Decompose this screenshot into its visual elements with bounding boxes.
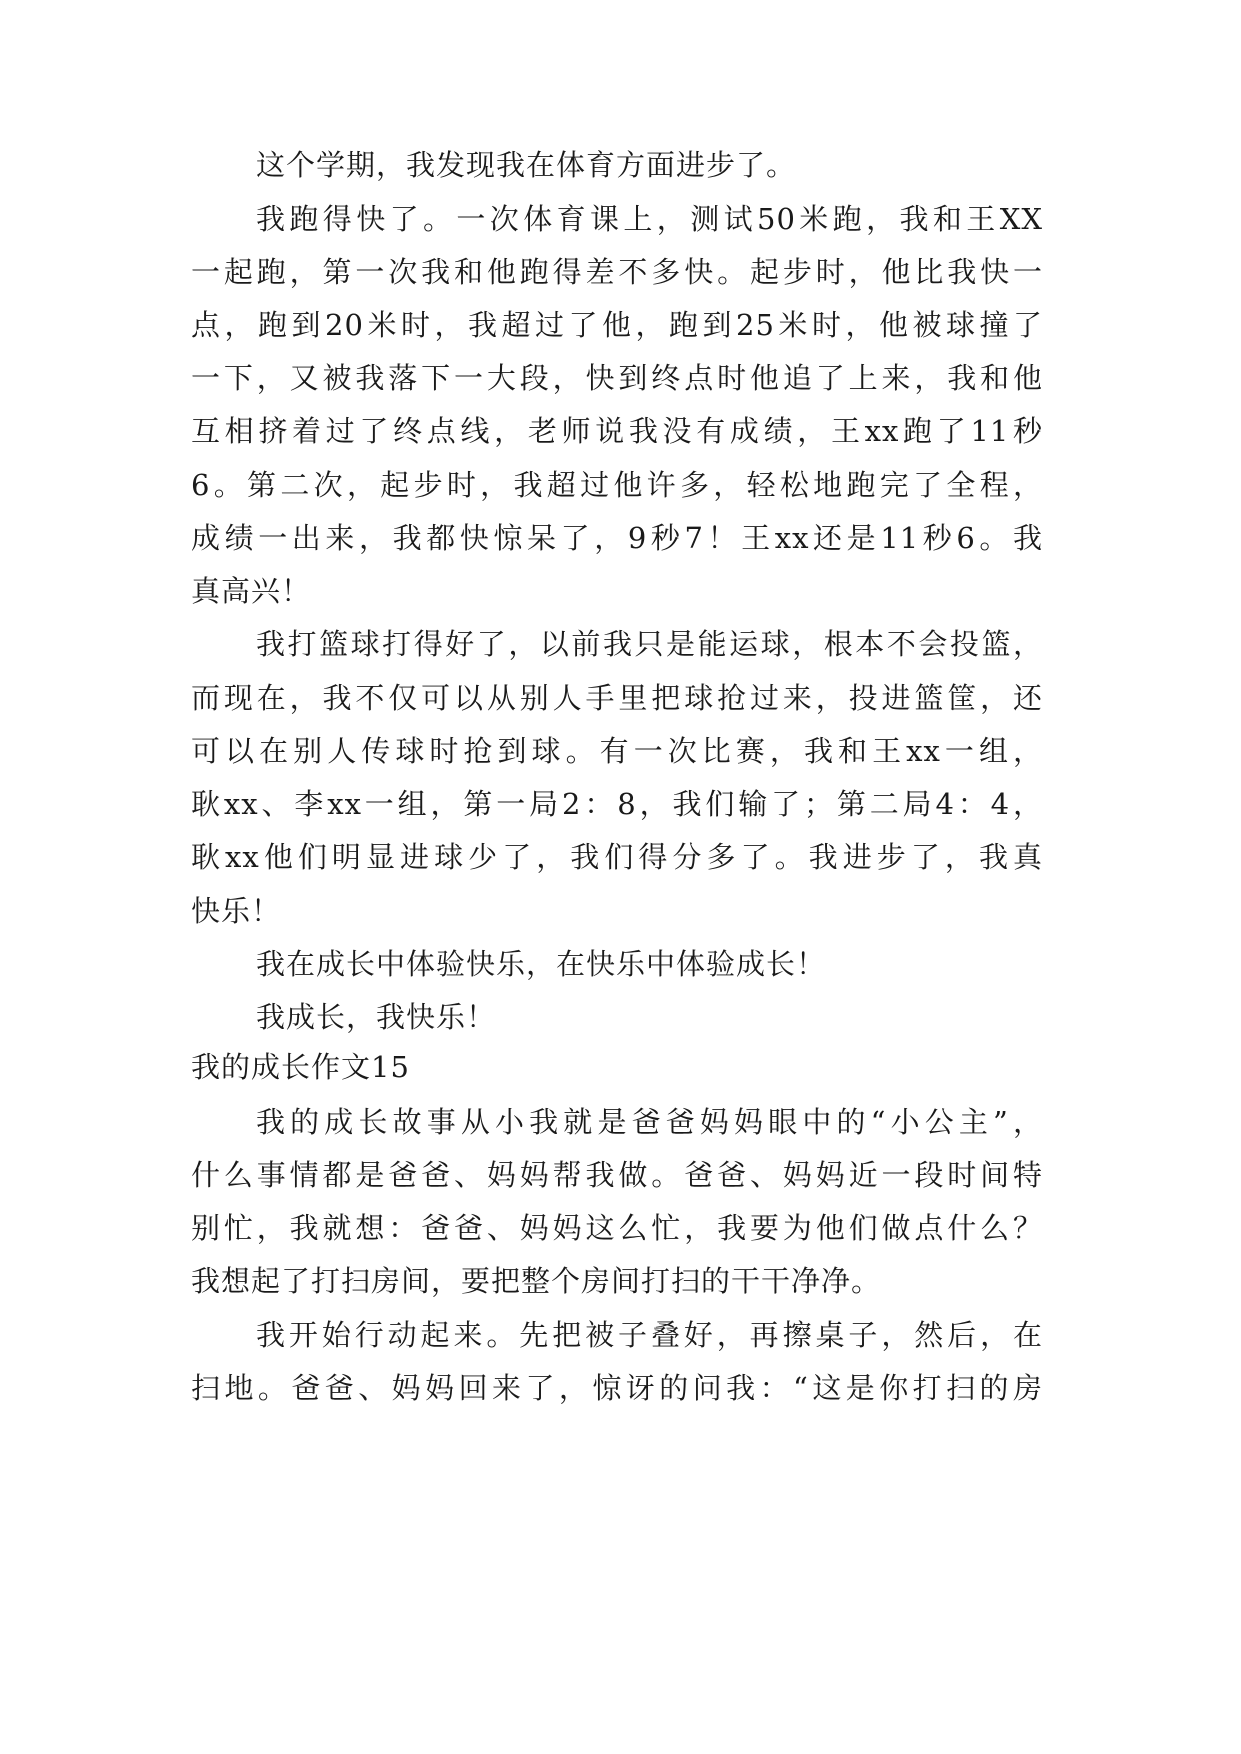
paragraph-line: 耿xx、李xx一组，第一局2：8，我们输了；第二局4：4，	[191, 787, 1043, 821]
paragraph-line: 我成长，我快乐！	[256, 1000, 497, 1034]
paragraph-line: 而现在，我不仅可以从别人手里把球抢过来，投进篮筐，还	[191, 681, 1043, 715]
paragraph-line: 耿xx他们明显进球少了，我们得分多了。我进步了，我真	[191, 840, 1043, 874]
paragraph-line: 成绩一出来，我都快惊呆了，9秒7！王xx还是11秒6。我	[191, 521, 1043, 555]
paragraph-line: 我的成长故事从小我就是爸爸妈妈眼中的“小公主”，	[256, 1105, 1043, 1139]
paragraph-line: 扫地。爸爸、妈妈回来了，惊讶的问我：“这是你打扫的房	[191, 1371, 1043, 1405]
paragraph-line: 我开始行动起来。先把被子叠好，再擦桌子，然后，在	[256, 1318, 1043, 1352]
paragraph-line: 可以在别人传球时抢到球。有一次比赛，我和王xx一组，	[191, 734, 1043, 768]
paragraph-line: 一起跑，第一次我和他跑得差不多快。起步时，他比我快一	[191, 255, 1043, 289]
paragraph-line: 什么事情都是爸爸、妈妈帮我做。爸爸、妈妈近一段时间特	[191, 1158, 1043, 1192]
paragraph-line: 我想起了打扫房间，要把整个房间打扫的干干净净。	[191, 1264, 882, 1298]
paragraph-line: 真高兴！	[191, 574, 312, 608]
paragraph-line: 这个学期，我发现我在体育方面进步了。	[256, 148, 797, 182]
paragraph-line: 点，跑到20米时，我超过了他，跑到25米时，他被球撞了	[191, 308, 1043, 342]
paragraph-line: 6。第二次，起步时，我超过他许多，轻松地跑完了全程，	[191, 468, 1043, 502]
section-heading: 我的成长作文15	[191, 1050, 410, 1084]
paragraph-line: 别忙，我就想：爸爸、妈妈这么忙，我要为他们做点什么？	[191, 1211, 1043, 1245]
paragraph-line: 一下，又被我落下一大段，快到终点时他追了上来，我和他	[191, 361, 1043, 395]
paragraph-line: 我跑得快了。一次体育课上，测试50米跑，我和王XX	[256, 202, 1043, 236]
paragraph-line: 互相挤着过了终点线，老师说我没有成绩，王xx跑了11秒	[191, 414, 1043, 448]
paragraph-line: 快乐！	[191, 894, 282, 928]
paragraph-line: 我打篮球打得好了，以前我只是能运球，根本不会投篮，	[256, 627, 1043, 661]
paragraph-line: 我在成长中体验快乐，在快乐中体验成长！	[256, 947, 827, 981]
